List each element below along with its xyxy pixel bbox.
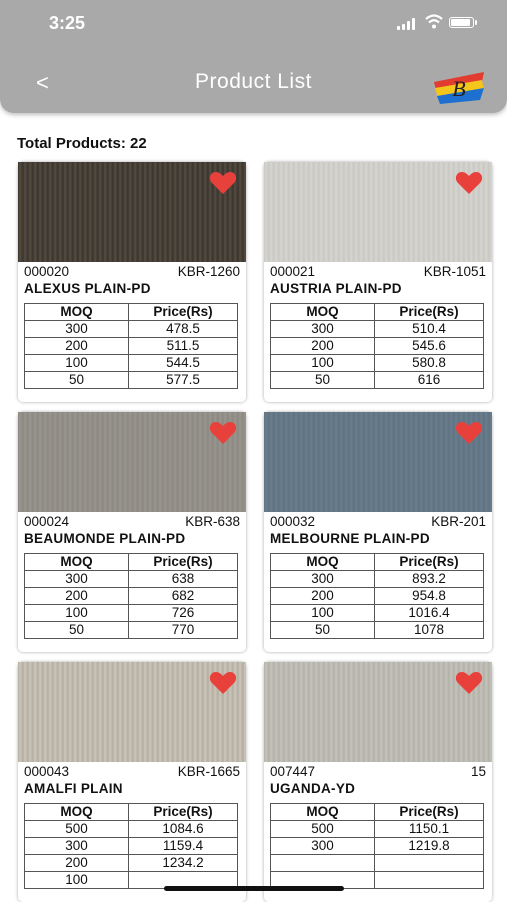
- moq-cell: 50: [271, 372, 375, 389]
- price-cell: 1016.4: [375, 605, 484, 622]
- product-name: AMALFI PLAIN: [24, 781, 123, 796]
- battery-icon: [449, 17, 474, 28]
- wifi-icon: [425, 14, 443, 30]
- favorite-heart-icon[interactable]: [455, 670, 483, 695]
- price-row: [25, 855, 238, 872]
- price-header: Price(Rs): [375, 554, 484, 571]
- price-cell: 770: [129, 622, 238, 639]
- status-icons: [397, 14, 477, 34]
- price-cell: [375, 855, 484, 872]
- product-ref: KBR-201: [431, 514, 486, 529]
- product-card[interactable]: [18, 162, 246, 402]
- moq-cell: 100: [25, 605, 129, 622]
- product-ref: KBR-1260: [177, 264, 240, 279]
- product-card[interactable]: [18, 662, 246, 902]
- moq-cell: 100: [25, 872, 129, 889]
- price-table: [270, 303, 484, 389]
- price-row: [25, 838, 238, 855]
- price-header: Price(Rs): [129, 554, 238, 571]
- product-codes: [270, 764, 486, 781]
- moq-cell: 200: [25, 588, 129, 605]
- price-cell: 1078: [375, 622, 484, 639]
- product-name: MELBOURNE PLAIN-PD: [270, 531, 430, 546]
- price-header: Price(Rs): [375, 304, 484, 321]
- moq-header: MOQ: [271, 304, 375, 321]
- product-grid: [16, 160, 492, 887]
- favorite-heart-icon[interactable]: [455, 420, 483, 445]
- moq-cell: 300: [271, 571, 375, 588]
- product-codes: [270, 264, 486, 281]
- moq-header: MOQ: [25, 554, 129, 571]
- price-row: [271, 571, 484, 588]
- product-card[interactable]: [264, 412, 492, 652]
- price-header: Price(Rs): [375, 804, 484, 821]
- price-cell: 510.4: [375, 321, 484, 338]
- price-row: [25, 355, 238, 372]
- favorite-heart-icon[interactable]: [209, 170, 237, 195]
- price-cell: 580.8: [375, 355, 484, 372]
- price-row: [271, 355, 484, 372]
- price-row: [25, 372, 238, 389]
- product-code: 000024: [24, 514, 70, 529]
- price-cell: 1084.6: [129, 821, 238, 838]
- moq-cell: 300: [271, 321, 375, 338]
- price-row: [25, 821, 238, 838]
- moq-cell: 100: [271, 605, 375, 622]
- product-name: ALEXUS PLAIN-PD: [24, 281, 151, 296]
- moq-cell: 100: [271, 355, 375, 372]
- moq-cell: 500: [271, 821, 375, 838]
- moq-cell: 100: [25, 355, 129, 372]
- moq-cell: 300: [25, 571, 129, 588]
- moq-cell: 300: [25, 838, 129, 855]
- moq-cell: 50: [25, 622, 129, 639]
- price-header: Price(Rs): [129, 804, 238, 821]
- moq-cell: 200: [271, 588, 375, 605]
- moq-cell: 200: [25, 338, 129, 355]
- price-row: [25, 321, 238, 338]
- moq-cell: [271, 855, 375, 872]
- app-header: [0, 0, 507, 113]
- moq-header: MOQ: [25, 304, 129, 321]
- price-header: Price(Rs): [129, 304, 238, 321]
- product-code: 000043: [24, 764, 70, 779]
- home-indicator[interactable]: [164, 886, 344, 891]
- price-cell: 682: [129, 588, 238, 605]
- price-row: [271, 588, 484, 605]
- price-cell: 726: [129, 605, 238, 622]
- product-name: AUSTRIA PLAIN-PD: [270, 281, 402, 296]
- price-row: [271, 605, 484, 622]
- price-cell: 1234.2: [129, 855, 238, 872]
- product-ref: 15: [470, 764, 486, 779]
- price-cell: 511.5: [129, 338, 238, 355]
- price-cell: 616: [375, 372, 484, 389]
- product-codes: [24, 514, 240, 531]
- moq-cell: 50: [25, 372, 129, 389]
- price-table: [24, 803, 238, 889]
- price-table: [24, 303, 238, 389]
- back-button[interactable]: <: [36, 70, 49, 95]
- svg-text:B: B: [452, 76, 466, 101]
- price-row: [271, 338, 484, 355]
- moq-header: MOQ: [271, 554, 375, 571]
- status-time: 3:25: [49, 13, 86, 33]
- moq-header: MOQ: [25, 804, 129, 821]
- price-row: [271, 622, 484, 639]
- price-table: [270, 803, 484, 889]
- product-ref: KBR-1051: [423, 264, 486, 279]
- price-row: [25, 605, 238, 622]
- price-cell: 544.5: [129, 355, 238, 372]
- favorite-heart-icon[interactable]: [209, 670, 237, 695]
- product-codes: [270, 514, 486, 531]
- favorite-heart-icon[interactable]: [209, 420, 237, 445]
- price-row: [25, 338, 238, 355]
- product-code: 007447: [270, 764, 316, 779]
- price-table: [24, 553, 238, 639]
- price-row: [271, 821, 484, 838]
- price-cell: 545.6: [375, 338, 484, 355]
- product-card[interactable]: [264, 162, 492, 402]
- product-codes: [24, 264, 240, 281]
- price-cell: 954.8: [375, 588, 484, 605]
- favorite-heart-icon[interactable]: [455, 170, 483, 195]
- page-title: Product List: [195, 70, 312, 93]
- product-code: 000020: [24, 264, 70, 279]
- brand-logo: [432, 68, 486, 106]
- moq-cell: 200: [271, 338, 375, 355]
- price-cell: [375, 872, 484, 889]
- price-row: [271, 838, 484, 855]
- product-card[interactable]: [18, 412, 246, 652]
- moq-cell: 200: [25, 855, 129, 872]
- price-cell: 1159.4: [129, 838, 238, 855]
- product-codes: [24, 764, 240, 781]
- product-ref: KBR-638: [185, 514, 240, 529]
- moq-cell: 300: [271, 838, 375, 855]
- product-code: 000032: [270, 514, 316, 529]
- price-cell: 1150.1: [375, 821, 484, 838]
- price-row: [25, 571, 238, 588]
- product-name: UGANDA-YD: [270, 781, 356, 796]
- price-row: [271, 372, 484, 389]
- product-ref: KBR-1665: [177, 764, 240, 779]
- price-row: [271, 855, 484, 872]
- price-row: [271, 321, 484, 338]
- product-code: 000021: [270, 264, 316, 279]
- price-cell: 478.5: [129, 321, 238, 338]
- moq-cell: 50: [271, 622, 375, 639]
- price-table: [270, 553, 484, 639]
- moq-cell: 500: [25, 821, 129, 838]
- price-row: [25, 622, 238, 639]
- price-cell: 577.5: [129, 372, 238, 389]
- moq-cell: 300: [25, 321, 129, 338]
- price-cell: 1219.8: [375, 838, 484, 855]
- moq-header: MOQ: [271, 804, 375, 821]
- price-row: [25, 588, 238, 605]
- product-name: BEAUMONDE PLAIN-PD: [24, 531, 186, 546]
- price-cell: 638: [129, 571, 238, 588]
- product-card[interactable]: [264, 662, 492, 902]
- total-products-label: Total Products: 22: [17, 135, 147, 152]
- price-cell: 893.2: [375, 571, 484, 588]
